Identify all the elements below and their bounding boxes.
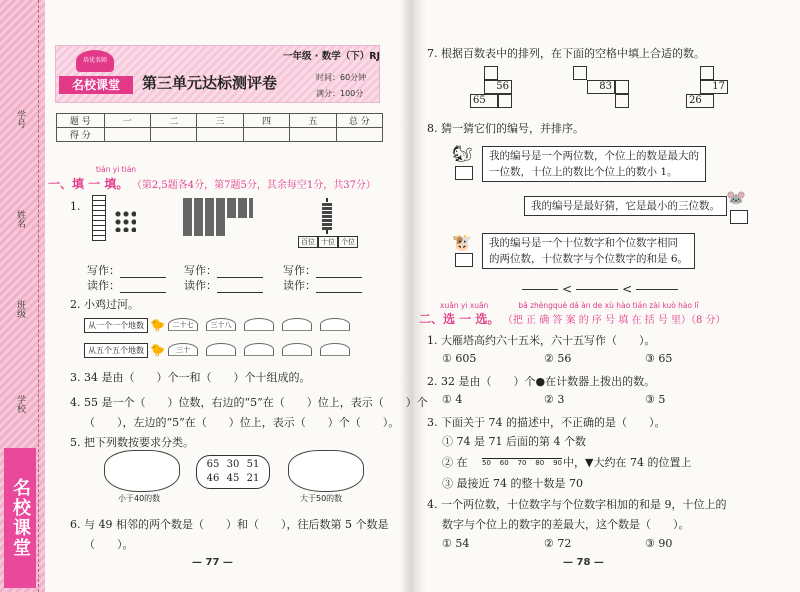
label-student-id: 学号 [15,110,25,128]
sec2-pinyin: xuǎn yi xuǎn bǎ zhèngquè dá àn de xù hào tián zài kuò hào lǐ [440,301,699,310]
cow-icon: 🐮 [452,233,472,252]
page-number-left: — 77 — [192,557,233,568]
bubble-line: 的两位数，十位数字与个位数字的和是 6。 [489,253,689,265]
option[interactable]: ② 3 [544,393,565,406]
score-input[interactable] [290,128,336,142]
score-cell: 一 [104,114,150,128]
s2q3-text: 3. 下面关于 74 的描述中，不正确的是（ ）。 [427,416,666,429]
option[interactable]: ② 56 [544,352,572,365]
speech-bubble-2 [524,196,727,216]
stone[interactable] [244,318,274,331]
stones-row1 [168,318,350,331]
stone[interactable] [206,343,236,356]
less-than-sign: < [622,282,633,296]
score-value-row [57,128,383,142]
stones-row2 [168,343,350,356]
q6-text-a: 6. 与 49 相邻的两个数是（ ）和（ ），往后数第 5 个数是 [70,518,389,531]
score-input[interactable] [243,128,289,142]
ten-rod-figure [92,195,106,241]
less-than-sign: < [562,282,573,296]
logo-text: 名校课堂 [59,76,133,94]
option[interactable]: ① 4 [442,393,463,406]
grid-number: 83 [587,80,615,94]
sec2-rule: （把 正 确 答 案 的 序 号 填 在 括 号 里）（8 分） [502,315,726,326]
right-pig-container[interactable] [288,450,364,492]
unit-cubes-figure [114,210,136,232]
speech-bubble-1 [482,146,706,182]
label-school: 学校 [15,395,25,413]
option[interactable]: ③ 5 [645,393,666,406]
stone: 三十 [168,343,198,356]
s2q4-text-a: 4. 一个两位数，十位数字与个位数字相加的和是 9，十位上的 [427,498,727,511]
stone[interactable] [320,318,350,331]
option[interactable]: ① 74 是 71 后面的第 4 个数 [442,435,586,448]
abacus-figure [298,198,360,234]
s2q2-text: 2. 32 是由（ ）个●在计数器上拨出的数。 [427,375,656,388]
grade-label: 一年级 · 数学（下）RJ [283,51,381,62]
score-cell: 三 [197,114,243,128]
sec1-pinyin: tián yi tián [96,165,137,174]
stick-bundles-figure [183,198,253,218]
number-line [482,452,562,468]
bubble-line: 一位数，十位上的数比个位上的数小 1。 [489,166,678,178]
score-input[interactable] [197,128,243,142]
option[interactable]: ① 54 [442,537,470,550]
s2q1-text: 1. 大雁塔高约六十五米，六十五写作（ ）。 [427,334,656,347]
write-label: 写作： [87,264,120,277]
score-header-row [57,114,383,128]
mouse-icon: 🐭 [726,188,746,207]
stone[interactable] [320,343,350,356]
stone[interactable] [282,343,312,356]
score-input[interactable] [336,128,382,142]
q2-text: 2. 小鸡过河。 [70,298,139,311]
stone: 三十八 [206,318,236,331]
q3-text: 3. 34 是由（ ）个一和（ ）个十组成的。 [70,371,311,384]
left-pig-container[interactable] [104,450,180,492]
option[interactable]: ② 72 [544,537,572,550]
left-pig-label: 小于40的数 [118,494,161,503]
squirrel-icon: 🐿 [452,144,473,163]
score-input[interactable] [104,128,150,142]
chick-icon: 🐤 [150,343,165,357]
abacus-label: 个位 [338,236,358,248]
page-title: 第三单元达标测评卷 [142,74,278,92]
sort-number: 51 [246,459,260,470]
stick-bundles-figure-2 [183,218,227,236]
abacus-label: 百位 [298,236,318,248]
cut-line [38,0,39,592]
score-cell: 五 [290,114,336,128]
page-number-right: — 78 — [563,557,604,568]
number-cloud [196,455,270,489]
bubble-line: 我的编号是一个两位数，个位上的数是最大的 [489,150,699,162]
q4-text-b: （ ），左边的“5”在（ ）位上，表示（ ）个（ ）。 [84,416,400,429]
q5-text: 5. 把下列数按要求分类。 [70,436,194,449]
option[interactable]: ① 605 [442,352,477,365]
sort-number: 45 [226,473,240,484]
score-cell: 得 分 [57,128,105,142]
option-text: 中，▼大约在 74 的位置上 [563,456,692,469]
bubble-line: 我的编号是一个十位数字和个位数字相同 [489,237,678,249]
answer-blank[interactable] [217,283,263,293]
option[interactable]: ③ 90 [645,537,673,550]
read-label: 读作： [184,279,217,292]
answer-blank[interactable] [316,283,362,293]
series-logo [59,50,133,98]
stone[interactable] [282,318,312,331]
grid-number: 17 [700,80,728,94]
sec2-heading: 二、选 一 选。 [419,312,500,326]
option[interactable]: ② 在 [442,456,468,469]
answer-box[interactable] [455,166,473,180]
s2q4-text-b: 数字与个位上的数字的差最大，这个数是（ ）。 [442,518,690,531]
answer-blank[interactable] [120,283,166,293]
q2-row1-label: 从一个一个地数 [84,318,148,333]
right-pig-label: 大于50的数 [300,494,343,503]
sort-number: 46 [206,473,220,484]
book-spine [400,0,426,592]
q2-row2-label: 从五个五个地数 [84,343,148,358]
tick-label: 60 [499,459,509,467]
score-cell: 二 [151,114,197,128]
q6-text-b: （ ）。 [84,538,134,551]
logo-badge: 培优名师 [76,50,114,72]
sort-number: 65 [206,459,220,470]
time-limit: 时间：60分钟 [316,73,367,82]
score-input[interactable] [151,128,197,142]
score-cell: 四 [243,114,289,128]
label-class: 班级 [15,300,25,318]
read-label: 读作： [87,279,120,292]
option[interactable]: ③ 65 [645,352,673,365]
answer-box[interactable] [455,253,473,267]
grid-number: 65 [470,94,498,108]
stone: 二十七 [168,318,198,331]
sort-number: 30 [226,459,240,470]
tick-label: 80 [535,459,545,467]
stone[interactable] [244,343,274,356]
answer-box[interactable] [730,210,748,224]
read-label: 读作： [283,279,316,292]
chick-icon: 🐤 [150,318,165,332]
score-cell: 题 号 [57,114,105,128]
score-cell: 总 分 [336,114,382,128]
abacus-label: 十位 [318,236,338,248]
write-label: 写作： [283,264,316,277]
grid-number: 56 [484,80,512,94]
q1-number: 1. [70,200,81,213]
brand-logo: 名校课堂 [4,448,36,588]
tick-label: 90 [553,459,562,467]
grid-number: 26 [686,94,714,108]
q8-text: 8. 猜一猜它们的编号，并排序。 [427,122,584,135]
bubble-line: 我的编号是最好猜，它是最小的三位数。 [531,200,720,212]
sort-number: 21 [246,473,260,484]
sec1-heading: 一、填 一 填。 [48,177,129,191]
sec1-rule: （第2,5题各4分，第7题5分，其余每空1分，共37分） [131,180,376,191]
speech-bubble-3 [482,233,695,269]
full-score: 满分：100分 [316,89,364,98]
tick-label: 50 [482,459,491,467]
write-label: 写作： [184,264,217,277]
label-name: 姓名 [15,210,25,228]
tick-label: 70 [517,459,527,467]
q4-text-a: 4. 55 是一个（ ）位数，右边的“5”在（ ）位上，表示（ ）个 [70,396,428,409]
score-table [56,113,383,142]
q7-text: 7. 根据百数表中的排列，在下面的空格中填上合适的数。 [427,47,705,60]
order-row [522,282,678,296]
option[interactable]: ③ 最接近 74 的整十数是 70 [442,477,583,490]
